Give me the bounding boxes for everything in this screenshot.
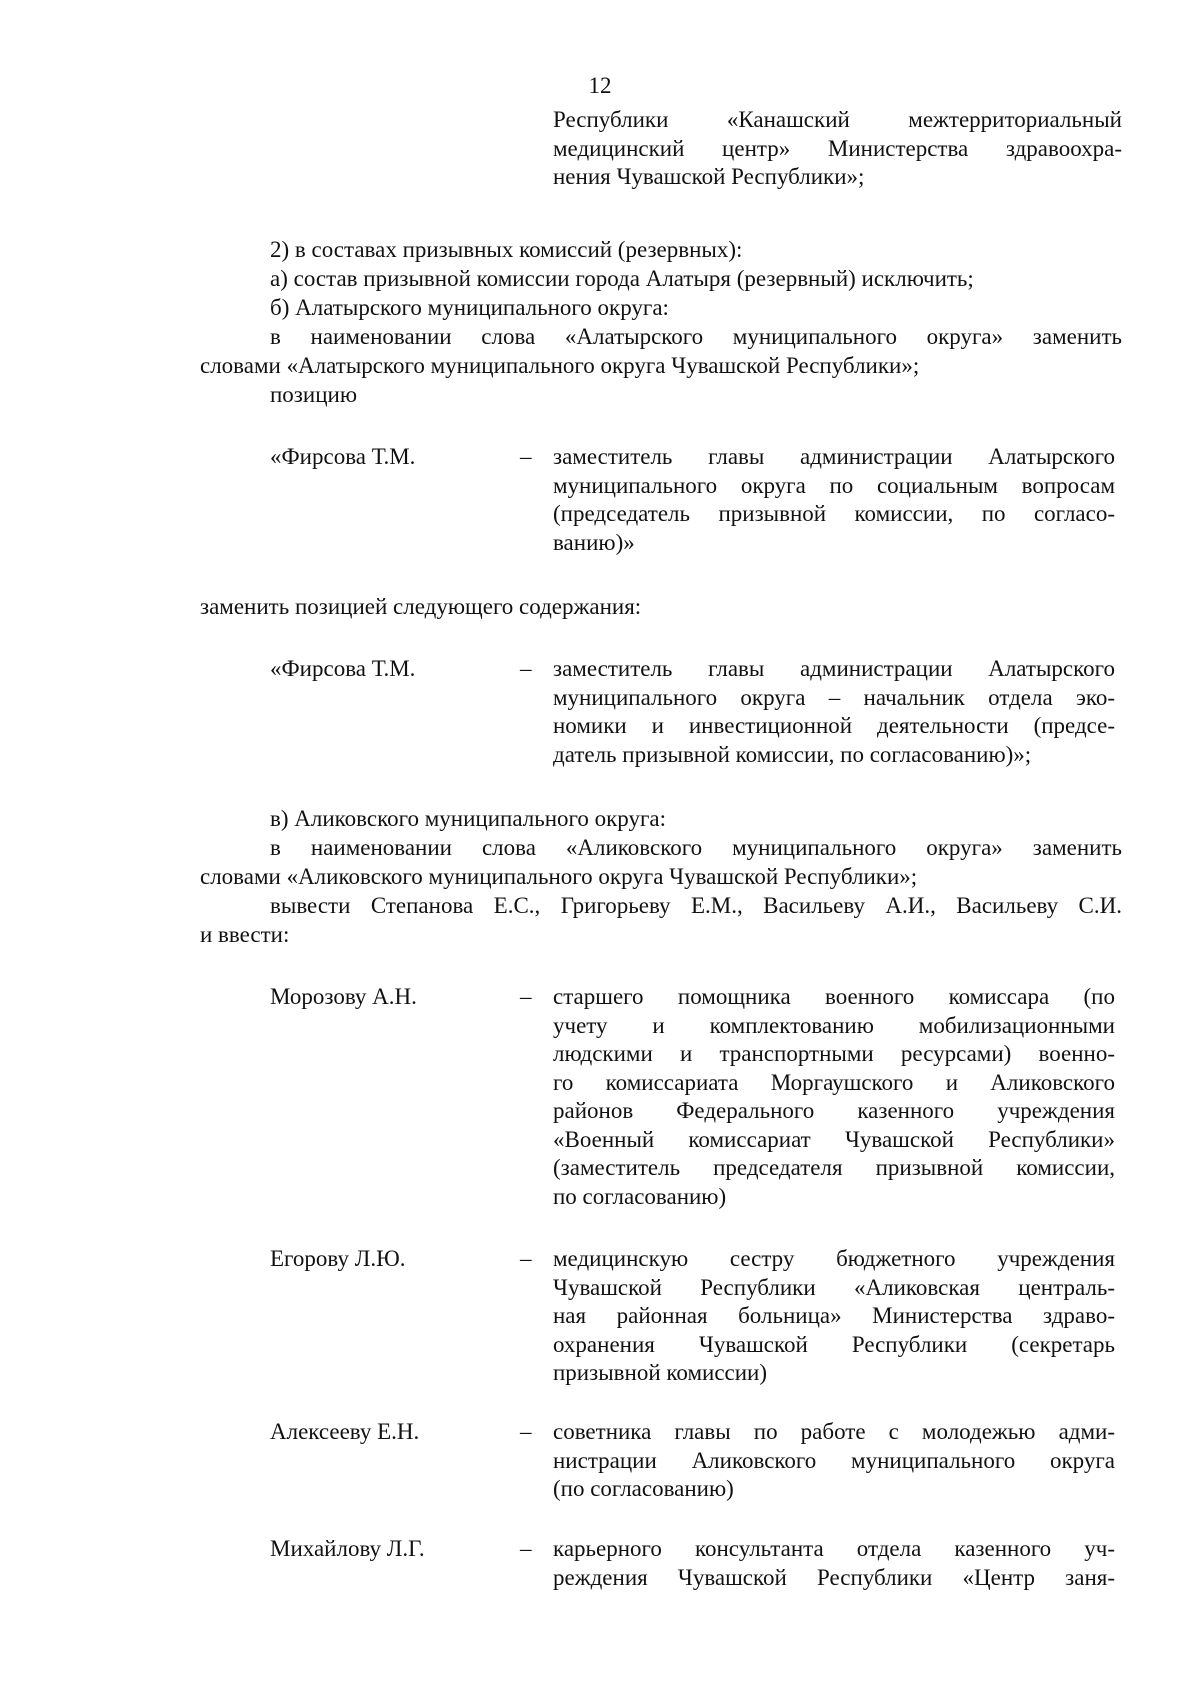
entry-description bbox=[553, 655, 1115, 769]
text-line: заместитель главы администрации Алатырского bbox=[553, 656, 1115, 681]
text-line: советника главы по работе с молодежью адми- bbox=[553, 1419, 1115, 1444]
text-line: призывной комиссии) bbox=[553, 1360, 768, 1385]
entry-dash: – bbox=[520, 1419, 532, 1444]
entry-description bbox=[553, 1245, 1115, 1388]
text-line: датель призывной комиссии, по согласованию)»; bbox=[553, 741, 1032, 767]
text-line: (заместитель председателя призывной комиссии, bbox=[553, 1155, 1115, 1180]
text-line: нистрации Аликовского муниципального округа bbox=[553, 1447, 1115, 1473]
text-line: в) Аликовского муниципального округа: bbox=[270, 806, 667, 831]
entry-description bbox=[553, 1535, 1115, 1592]
paragraph-2 bbox=[270, 236, 742, 265]
entry-dash: – bbox=[520, 444, 532, 469]
page-number: 12 bbox=[588, 73, 612, 98]
text-line: словами «Алатырского муниципального округа Чувашской Республики»; bbox=[200, 352, 920, 378]
entry-name: «Фирсова Т.М. bbox=[270, 444, 416, 469]
top-continuation bbox=[553, 106, 1122, 192]
text-line: ванию)» bbox=[553, 529, 635, 555]
paragraph-rename-alatyr bbox=[200, 323, 1122, 380]
text-line: номики и инвестиционной деятельности (предсе- bbox=[553, 713, 1115, 738]
text-line: (по согласованию) bbox=[553, 1476, 734, 1501]
text-line: реждения Чувашской Республики «Центр заня- bbox=[553, 1564, 1115, 1590]
entry-name: Михайлову Л.Г. bbox=[270, 1536, 425, 1561]
entry-description bbox=[553, 1418, 1115, 1504]
text-line: заменить позицией следующего содержания: bbox=[200, 594, 642, 619]
text-line: и ввести: bbox=[200, 921, 290, 947]
text-line: словами «Аликовского муниципального округа Чувашской Республики»; bbox=[200, 863, 918, 889]
entry-dash: – bbox=[520, 1246, 532, 1271]
entry-name: Алексееву Е.Н. bbox=[270, 1419, 420, 1444]
entry-dash: – bbox=[520, 656, 532, 681]
text-line: людскими и транспортными ресурсами) военно- bbox=[553, 1041, 1115, 1066]
text-line: а) состав призывной комиссии города Алатыря (резервный) исключить; bbox=[270, 266, 974, 291]
paragraph-2a bbox=[270, 265, 974, 294]
text-line: в наименовании слова «Алатырского муниципального округа» заменить bbox=[270, 324, 1122, 349]
text-line: муниципального округа – начальник отдела эко- bbox=[553, 684, 1115, 710]
text-line: 2) в составах призывных комиссий (резервных): bbox=[270, 237, 743, 262]
paragraph-rename-alikovo bbox=[200, 834, 1122, 891]
text-line: Республики «Канашский межтерриториальный bbox=[553, 107, 1122, 132]
entry-description bbox=[553, 983, 1115, 1211]
text-line: медицинскую сестру бюджетного учреждения bbox=[553, 1246, 1115, 1271]
entry-dash: – bbox=[520, 984, 532, 1009]
text-line: районов Федерального казенного учреждения bbox=[553, 1098, 1115, 1123]
text-line: «Военный комиссариат Чувашской Республики» bbox=[553, 1126, 1115, 1152]
text-line: ная районная больница» Министерства здраво- bbox=[553, 1303, 1115, 1328]
text-line: старшего помощника военного комиссара (по bbox=[553, 984, 1115, 1009]
text-line: б) Алатырского муниципального округа: bbox=[270, 295, 669, 320]
paragraph-2b bbox=[270, 294, 669, 323]
text-line: вывести Степанова Е.С., Григорьеву Е.М., Васильеву А.И., Васильеву С.И. bbox=[270, 893, 1122, 918]
text-line: муниципального округа по социальным вопросам bbox=[553, 472, 1115, 498]
text-line: го комиссариата Моргаушского и Аликовского bbox=[553, 1069, 1115, 1095]
text-line: Чувашской Республики «Аликовская централь- bbox=[553, 1274, 1115, 1300]
entry-name: «Фирсова Т.М. bbox=[270, 656, 416, 681]
paragraph-2v bbox=[270, 805, 666, 834]
text-line: нения Чувашской Республики»; bbox=[553, 164, 865, 189]
text-line: медицинский центр» Министерства здравоохра- bbox=[553, 135, 1122, 161]
entry-name: Егорову Л.Ю. bbox=[270, 1246, 406, 1271]
text-line: заместитель главы администрации Алатырского bbox=[553, 444, 1115, 469]
text-line: позицию bbox=[270, 382, 358, 407]
text-line: карьерного консультанта отдела казенного уч- bbox=[553, 1536, 1115, 1561]
text-line: в наименовании слова «Аликовского муниципального округа» заменить bbox=[270, 835, 1122, 860]
text-line: охранения Чувашской Республики (секретарь bbox=[553, 1331, 1115, 1357]
entry-description bbox=[553, 443, 1115, 557]
paragraph-position bbox=[270, 381, 357, 410]
entry-dash: – bbox=[520, 1536, 532, 1561]
text-line: по согласованию) bbox=[553, 1183, 727, 1209]
text-line: (председатель призывной комиссии, по согласо- bbox=[553, 501, 1115, 526]
text-line: учету и комплектованию мобилизационными bbox=[553, 1012, 1115, 1038]
paragraph-remove bbox=[200, 892, 1122, 949]
entry-name: Морозову А.Н. bbox=[270, 984, 417, 1009]
paragraph-replace bbox=[200, 593, 641, 622]
